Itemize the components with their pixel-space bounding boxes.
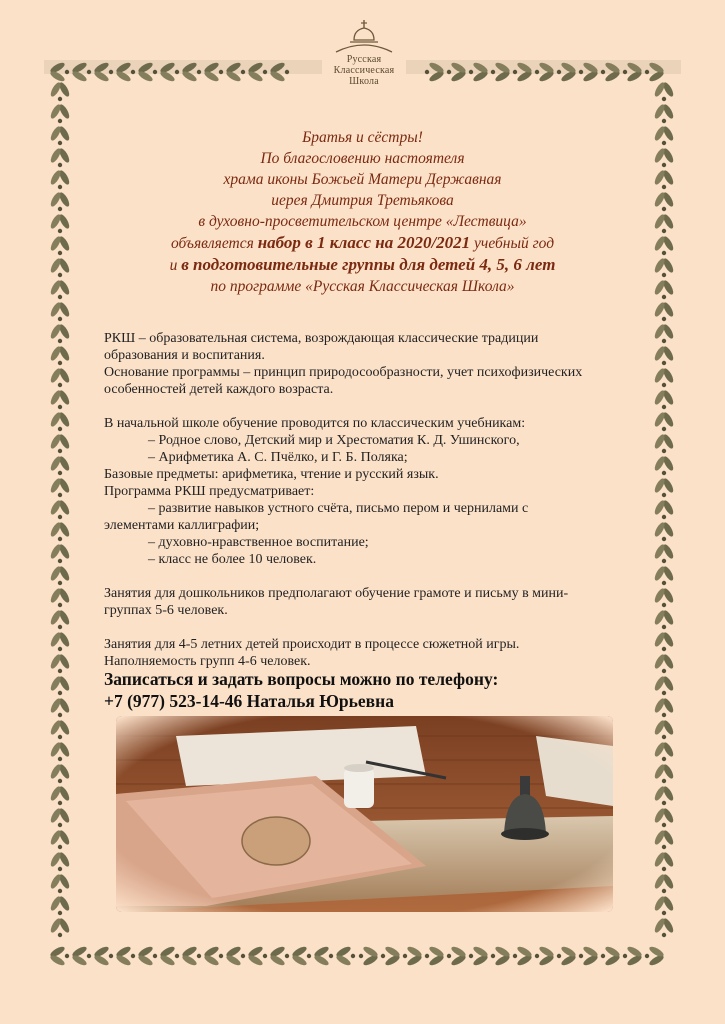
laurel-leaf [491,945,511,967]
body-line: – Арифметика А. С. Пчёлко, и Г. Б. Поляка; [148,450,408,465]
laurel-leaf [381,945,401,967]
contact-info [104,668,624,712]
laurel-leaf [49,169,71,189]
body-line: Базовые предметы: арифметика, чтение и русский язык. [104,467,439,482]
body-line: Программа РКШ предусматривает: [104,484,315,499]
laurel-leaf [653,873,675,893]
laurel-leaf [653,609,675,629]
laurel-leaf [653,279,675,299]
program-description [104,330,624,670]
laurel-leaf [49,653,71,673]
classroom-photo [116,716,613,912]
laurel-leaf [653,455,675,475]
laurel-leaf [653,301,675,321]
laurel-leaf [653,257,675,277]
laurel-leaf [653,741,675,761]
laurel-leaf [49,543,71,563]
laurel-leaf [403,945,423,967]
heading-text: учебный год [470,235,555,252]
heading-line [80,232,645,254]
laurel-leaf [653,433,675,453]
laurel-leaf [335,945,355,967]
laurel-leaf [653,213,675,233]
heading-line: храма иконы Божьей Матери Державная [223,171,502,188]
enrollment-highlight: набор в 1 класс на 2020/2021 [257,233,471,252]
laurel-leaf [291,945,311,967]
laurel-leaf [49,521,71,541]
laurel-leaf [49,367,71,387]
laurel-leaf [49,895,71,915]
laurel-leaf [49,741,71,761]
body-line: особенностей детей каждого возраста. [104,382,334,397]
laurel-leaf [49,389,71,409]
laurel-leaf [49,945,69,967]
laurel-leaf [49,345,71,365]
groups-highlight: в подготовительные группы для детей 4, 5, 6 лет [181,255,556,274]
school-logo [322,20,406,106]
laurel-leaf [49,279,71,299]
laurel-leaf [653,587,675,607]
laurel-leaf [49,675,71,695]
body-line: Занятия для 4-5 летних детей происходит в процессе сюжетной игры. [104,637,520,652]
laurel-leaf [49,829,71,849]
laurel-leaf [653,367,675,387]
laurel-leaf [49,323,71,343]
logo-line-3: Школа [349,76,379,87]
laurel-leaf [359,945,379,967]
body-line: – развитие навыков устного счёта, письмо пером и чернилами с [148,501,529,516]
laurel-leaf [653,807,675,827]
laurel-leaf [513,945,533,967]
laurel-leaf [49,565,71,585]
laurel-leaf [71,945,91,967]
laurel-leaf [653,345,675,365]
body-line: группах 5-6 человек. [104,603,228,618]
laurel-leaf [49,917,71,937]
laurel-leaf [49,719,71,739]
heading-line [80,254,645,276]
body-line: – Родное слово, Детский мир и Хрестоматия К. Д. Ушинского, [148,433,520,448]
laurel-leaf [653,147,675,167]
heading-line: По благословению настоятеля [260,150,465,167]
laurel-leaf [49,873,71,893]
laurel-leaf [49,257,71,277]
laurel-leaf [653,851,675,871]
church-dome-icon [332,20,396,54]
laurel-leaf [49,81,71,101]
laurel-leaf [247,945,267,967]
laurel-leaf [653,697,675,717]
body-line: РКШ – образовательная система, возрождающая классические традиции [104,331,539,346]
laurel-leaf [469,945,489,967]
laurel-leaf [49,213,71,233]
heading-line: по программе «Русская Классическая Школа» [210,278,515,295]
laurel-leaf [653,477,675,497]
heading-text: объявляется [170,235,258,252]
laurel-leaf [653,565,675,585]
laurel-leaf [49,763,71,783]
laurel-leaf [49,851,71,871]
laurel-leaf [49,433,71,453]
logo-line-1: Русская [346,54,382,65]
heading-line: Братья и сёстры! [302,129,423,146]
laurel-leaf [425,945,445,967]
laurel-leaf [653,499,675,519]
laurel-leaf [653,191,675,211]
laurel-leaf [225,945,245,967]
laurel-leaf [653,543,675,563]
laurel-leaf [49,301,71,321]
laurel-leaf [653,81,675,101]
laurel-leaf [653,653,675,673]
body-line: В начальной школе обучение проводится по классическим учебникам: [104,416,526,431]
laurel-leaf [653,917,675,937]
laurel-leaf [159,945,179,967]
laurel-leaf [653,829,675,849]
laurel-leaf [93,945,113,967]
laurel-leaf [653,763,675,783]
laurel-leaf [653,103,675,123]
laurel-leaf [49,147,71,167]
laurel-leaf [115,945,135,967]
laurel-leaf [579,945,599,967]
laurel-leaf [535,945,555,967]
body-line: образования и воспитания. [104,348,265,363]
laurel-leaf [49,697,71,717]
laurel-leaf [557,945,577,967]
laurel-leaf [203,945,223,967]
laurel-leaf [653,411,675,431]
laurel-leaf [601,945,621,967]
body-line: – духовно-нравственное воспитание; [148,535,369,550]
contact-prompt: Записаться и задать вопросы можно по телефону: [104,669,499,689]
announcement-heading [80,127,645,297]
heading-line: в духовно-просветительском центре «Лествица» [198,213,527,230]
laurel-leaf [49,103,71,123]
body-line: Наполняемость групп 4-6 человек. [104,654,311,669]
laurel-leaf [137,945,157,967]
laurel-leaf [181,945,201,967]
laurel-leaf [653,389,675,409]
laurel-leaf [49,477,71,497]
heading-text: и [169,257,182,274]
laurel-leaf [49,587,71,607]
laurel-leaf [653,631,675,651]
laurel-leaf [49,807,71,827]
contact-phone[interactable]: +7 (977) 523-14-46 Наталья Юрьевна [104,691,394,711]
body-line: Основание программы – принцип природосообразности, учет психофизических [104,365,583,380]
laurel-leaf [49,411,71,431]
laurel-leaf [653,719,675,739]
laurel-leaf [313,945,333,967]
logo-line-2: Классическая [333,65,395,76]
laurel-leaf [653,521,675,541]
heading-line: иерея Дмитрия Третьякова [271,192,454,209]
laurel-leaf [653,895,675,915]
laurel-leaf [653,785,675,805]
laurel-leaf [269,945,289,967]
laurel-leaf [49,785,71,805]
body-line: элементами каллиграфии; [104,518,260,533]
laurel-leaf [653,323,675,343]
body-line: – класс не более 10 человек. [148,552,317,567]
laurel-leaf [653,125,675,145]
laurel-leaf [49,455,71,475]
body-line: Занятия для дошкольников предполагают обучение грамоте и письму в мини- [104,586,569,601]
laurel-leaf [653,675,675,695]
laurel-leaf [49,499,71,519]
laurel-leaf [49,235,71,255]
laurel-leaf [623,945,643,967]
laurel-leaf [49,631,71,651]
laurel-leaf [645,945,665,967]
laurel-leaf [49,609,71,629]
laurel-leaf [653,235,675,255]
laurel-leaf [49,125,71,145]
laurel-leaf [49,191,71,211]
laurel-leaf [653,169,675,189]
laurel-leaf [447,945,467,967]
